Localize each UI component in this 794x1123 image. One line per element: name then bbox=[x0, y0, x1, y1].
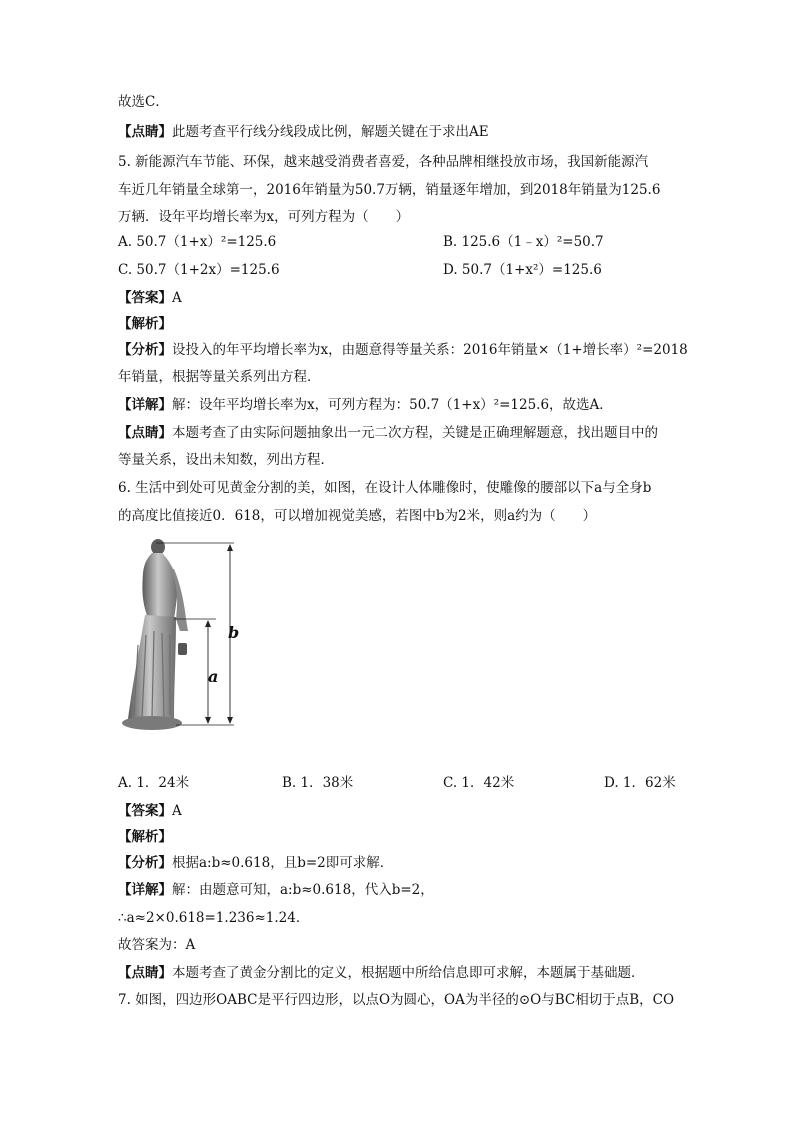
q6-final-line: 故答案为：A bbox=[118, 937, 196, 953]
q6-dianjing-line bbox=[118, 963, 645, 983]
comment-tag: 【点睛】 bbox=[118, 124, 172, 140]
q6-stem-line-2: 的高度比值接近0．618，可以增加视觉美感，若图中b为2米，则a约为（ ） bbox=[118, 508, 597, 524]
comment-text: 此题考查平行线分线段成比例，解题关键在于求出AE bbox=[172, 124, 489, 140]
q4-select-line: 故选C． bbox=[118, 94, 169, 110]
fenxi-tag: 【分析】 bbox=[118, 855, 172, 871]
xiangjie-text: 解：设年平均增长率为x，可列方程为：50.7（1+x）²=125.6，故选A． bbox=[172, 397, 613, 413]
pitcher bbox=[178, 643, 187, 655]
b-arrow-top bbox=[227, 544, 233, 551]
a-arrow-top bbox=[205, 620, 211, 627]
answer-value: A bbox=[172, 290, 182, 306]
xiangjie-tag: 【详解】 bbox=[118, 397, 172, 413]
q4-comment-line bbox=[118, 122, 489, 142]
q6-option-c: C. 1．42米 bbox=[443, 775, 515, 791]
answer-tag: 【答案】 bbox=[118, 290, 172, 306]
q5-stem-line-2: 车近几年销量全球第一，2016年销量为50.7万辆，销量逐年增加，到2018年销量为125.6 bbox=[118, 182, 661, 198]
analysis-tag: 【解析】 bbox=[118, 316, 172, 332]
q5-dianjing-line-1 bbox=[118, 423, 658, 443]
q6-xiangjie-line-2: ∴a≈2×0.618=1.236≈1.24． bbox=[118, 910, 310, 926]
fenxi-tag: 【分析】 bbox=[118, 342, 172, 358]
q5-stem-line-3: 万辆．设年平均增长率为x，可列方程为（ ） bbox=[118, 209, 410, 225]
q5-option-a: A. 50.7（1+x）²=125.6 bbox=[118, 234, 277, 250]
q6-fenxi-line bbox=[118, 853, 393, 873]
dianjing-tag: 【点睛】 bbox=[118, 965, 172, 981]
q5-dianjing-line-2: 等量关系，设出未知数，列出方程． bbox=[118, 452, 334, 468]
q5-xiangjie-line bbox=[118, 395, 613, 415]
fenxi-text: 根据a:b≈0.618，且b=2即可求解． bbox=[172, 855, 394, 871]
xiangjie-tag: 【详解】 bbox=[118, 882, 172, 898]
q6-analysis-tag bbox=[118, 827, 172, 847]
statue-base bbox=[122, 716, 182, 730]
q6-stem-line-1: 6. 生活中到处可见黄金分割的美，如图，在设计人体雕像时，使雕像的腰部以下a与全身b bbox=[118, 480, 652, 496]
answer-value: A bbox=[172, 803, 182, 819]
analysis-tag: 【解析】 bbox=[118, 829, 172, 845]
answer-tag: 【答案】 bbox=[118, 803, 172, 819]
statue-figure bbox=[118, 535, 258, 735]
q6-option-a: A. 1．24米 bbox=[118, 775, 190, 791]
q5-answer-line bbox=[118, 288, 182, 308]
q5-option-c: C. 50.7（1+2x）=125.6 bbox=[118, 262, 280, 278]
q6-option-b: B. 1．38米 bbox=[282, 775, 354, 791]
q5-option-d: D. 50.7（1+x²）=125.6 bbox=[443, 262, 602, 278]
fenxi-text-1: 设投入的年平均增长率为x，由题意得等量关系：2016年销量×（1+增长率）²=2018 bbox=[172, 342, 688, 358]
xiangjie-text-1: 解：由题意可知，a:b≈0.618，代入b=2， bbox=[172, 882, 434, 898]
label-a: a bbox=[208, 667, 219, 686]
dianjing-text: 本题考查了黄金分割比的定义，根据题中所给信息即可求解，本题属于基础题． bbox=[172, 965, 645, 981]
b-arrow-bottom bbox=[227, 717, 233, 724]
q5-stem-line-1: 5. 新能源汽车节能、环保，越来越受消费者喜爱，各种品牌相继投放市场，我国新能源汽 bbox=[118, 154, 649, 170]
statue-torso bbox=[142, 553, 177, 619]
statue-head bbox=[151, 539, 165, 555]
q6-xiangjie-line-1 bbox=[118, 880, 434, 900]
a-arrow-bottom bbox=[205, 717, 211, 724]
q5-analysis-tag bbox=[118, 314, 172, 334]
label-b: b bbox=[228, 623, 240, 642]
dianjing-text-1: 本题考查了由实际问题抽象出一元二次方程，关键是正确理解题意，找出题目中的 bbox=[172, 425, 658, 441]
q7-stem-line-1: 7. 如图，四边形OABC是平行四边形，以点O为圆心，OA为半径的⊙O与BC相切于点B，CO bbox=[118, 992, 675, 1008]
q5-option-b: B. 125.6（1﹣x）²=50.7 bbox=[443, 234, 604, 250]
q5-fenxi-line-2: 年销量，根据等量关系列出方程． bbox=[118, 369, 321, 385]
dianjing-tag: 【点睛】 bbox=[118, 425, 172, 441]
q6-option-d: D. 1．62米 bbox=[604, 775, 676, 791]
q6-answer-line bbox=[118, 801, 182, 821]
q5-fenxi-line-1 bbox=[118, 340, 688, 360]
